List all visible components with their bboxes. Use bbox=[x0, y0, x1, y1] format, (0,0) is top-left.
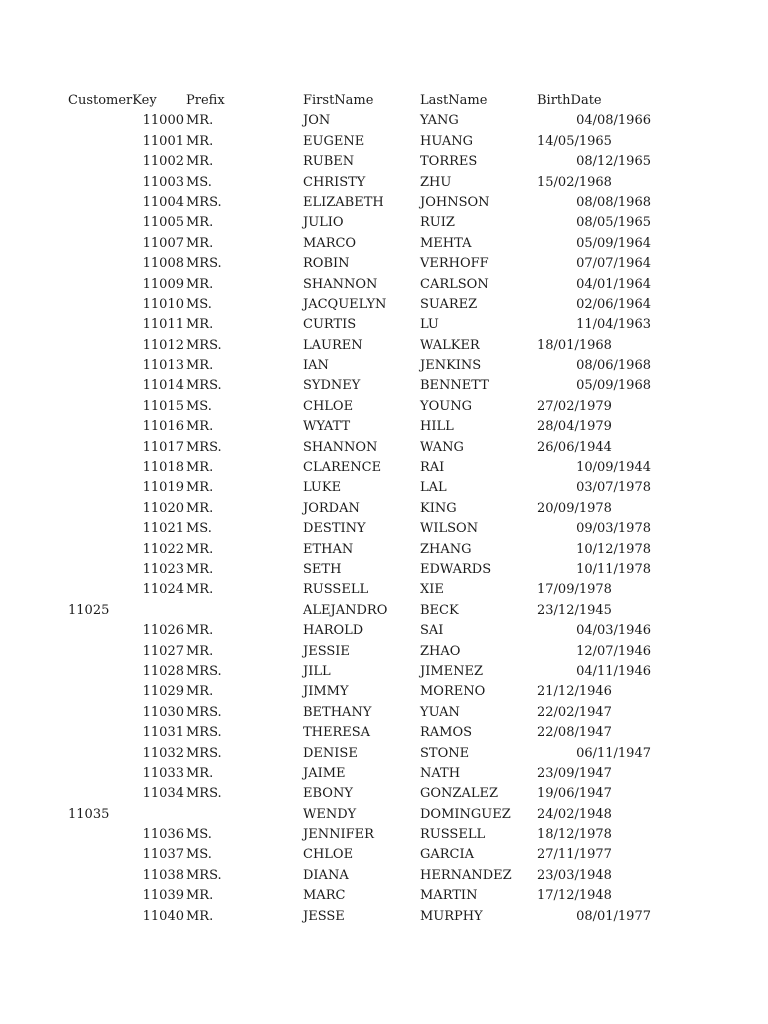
table-row bbox=[0, 907, 768, 927]
cell-customer-key: 11023 bbox=[142, 561, 184, 577]
cell-first-name: BETHANY bbox=[303, 704, 372, 720]
cell-birth-date: 08/06/1968 bbox=[576, 358, 651, 374]
cell-birth-date: 04/03/1946 bbox=[576, 623, 651, 639]
cell-customer-key: 11037 bbox=[142, 847, 184, 863]
cell-first-name: MARC bbox=[303, 888, 346, 904]
cell-customer-key: 11022 bbox=[142, 541, 184, 557]
cell-prefix: MRS. bbox=[186, 337, 222, 353]
header-last-name: LastName bbox=[420, 93, 488, 108]
cell-first-name: JAIME bbox=[303, 765, 346, 781]
cell-first-name: JENNIFER bbox=[303, 827, 374, 843]
cell-first-name: SETH bbox=[303, 561, 342, 577]
cell-birth-date: 08/08/1968 bbox=[576, 194, 651, 210]
cell-first-name: ALEJANDRO bbox=[303, 602, 388, 618]
table-row bbox=[0, 784, 768, 804]
cell-first-name: WYATT bbox=[303, 419, 351, 435]
cell-birth-date: 27/11/1977 bbox=[537, 847, 612, 863]
table-row bbox=[0, 438, 768, 458]
cell-birth-date: 17/12/1948 bbox=[537, 888, 612, 904]
table-row bbox=[0, 886, 768, 906]
cell-prefix: MRS. bbox=[186, 725, 222, 741]
cell-last-name: LAL bbox=[420, 480, 447, 496]
table-row bbox=[0, 499, 768, 519]
cell-birth-date: 03/07/1978 bbox=[576, 480, 651, 496]
cell-first-name: EBONY bbox=[303, 786, 353, 802]
table-row bbox=[0, 213, 768, 233]
cell-prefix: MR. bbox=[186, 215, 214, 231]
cell-first-name: WENDY bbox=[303, 806, 357, 822]
cell-first-name: JORDAN bbox=[303, 500, 360, 516]
cell-birth-date: 10/12/1978 bbox=[576, 541, 651, 557]
cell-last-name: MORENO bbox=[420, 684, 486, 700]
cell-customer-key: 11001 bbox=[142, 133, 184, 149]
cell-last-name: KING bbox=[420, 500, 457, 516]
table-row bbox=[0, 295, 768, 315]
cell-first-name: RUBEN bbox=[303, 154, 355, 170]
cell-last-name: YOUNG bbox=[420, 398, 472, 414]
cell-customer-key: 11004 bbox=[142, 194, 184, 210]
header-customer-key: CustomerKey bbox=[68, 93, 157, 108]
table-row bbox=[0, 621, 768, 641]
cell-prefix: MRS. bbox=[186, 704, 222, 720]
cell-first-name: SYDNEY bbox=[303, 378, 361, 394]
cell-prefix: MR. bbox=[186, 460, 214, 476]
cell-last-name: CARLSON bbox=[420, 276, 489, 292]
cell-first-name: LUKE bbox=[303, 480, 342, 496]
table-row bbox=[0, 356, 768, 376]
cell-prefix: MRS. bbox=[186, 867, 222, 883]
cell-customer-key: 11024 bbox=[142, 582, 184, 598]
cell-customer-key: 11018 bbox=[142, 460, 184, 476]
cell-prefix: MR. bbox=[186, 358, 214, 374]
cell-last-name: LU bbox=[420, 317, 439, 333]
cell-customer-key: 11017 bbox=[142, 439, 184, 455]
cell-first-name: ROBIN bbox=[303, 256, 350, 272]
cell-prefix: MR. bbox=[186, 317, 214, 333]
cell-prefix: MR. bbox=[186, 684, 214, 700]
cell-prefix: MRS. bbox=[186, 256, 222, 272]
cell-first-name: ELIZABETH bbox=[303, 194, 384, 210]
table-row bbox=[0, 601, 768, 621]
cell-first-name: JIMMY bbox=[303, 684, 349, 700]
cell-customer-key: 11015 bbox=[142, 398, 184, 414]
cell-last-name: ZHANG bbox=[420, 541, 472, 557]
cell-last-name: SAI bbox=[420, 623, 444, 639]
cell-last-name: VERHOFF bbox=[420, 256, 489, 272]
table-row bbox=[0, 234, 768, 254]
cell-customer-key: 11005 bbox=[142, 215, 184, 231]
cell-customer-key: 11008 bbox=[142, 256, 184, 272]
cell-birth-date: 18/01/1968 bbox=[537, 337, 612, 353]
cell-first-name: JACQUELYN bbox=[303, 296, 387, 312]
cell-last-name: JOHNSON bbox=[420, 194, 490, 210]
cell-birth-date: 08/05/1965 bbox=[576, 215, 651, 231]
cell-customer-key: 11021 bbox=[142, 521, 184, 537]
table-row bbox=[0, 152, 768, 172]
table-row bbox=[0, 315, 768, 335]
cell-first-name: CHLOE bbox=[303, 398, 354, 414]
cell-birth-date: 05/09/1964 bbox=[576, 235, 651, 251]
cell-birth-date: 17/09/1978 bbox=[537, 582, 612, 598]
cell-last-name: YUAN bbox=[420, 704, 460, 720]
cell-customer-key: 11020 bbox=[142, 500, 184, 516]
cell-birth-date: 28/04/1979 bbox=[537, 419, 612, 435]
cell-prefix: MS. bbox=[186, 398, 212, 414]
cell-prefix: MRS. bbox=[186, 663, 222, 679]
cell-last-name: EDWARDS bbox=[420, 561, 492, 577]
cell-last-name: RAI bbox=[420, 460, 445, 476]
table-row bbox=[0, 744, 768, 764]
cell-customer-key: 11002 bbox=[142, 154, 184, 170]
cell-prefix: MS. bbox=[186, 521, 212, 537]
cell-first-name: CURTIS bbox=[303, 317, 357, 333]
cell-customer-key: 11034 bbox=[142, 786, 184, 802]
cell-last-name: WANG bbox=[420, 439, 464, 455]
cell-customer-key: 11013 bbox=[142, 358, 184, 374]
cell-birth-date: 21/12/1946 bbox=[537, 684, 612, 700]
table-row bbox=[0, 376, 768, 396]
cell-customer-key: 11000 bbox=[142, 113, 184, 129]
cell-birth-date: 04/08/1966 bbox=[576, 113, 651, 129]
cell-prefix: MR. bbox=[186, 480, 214, 496]
header-prefix: Prefix bbox=[186, 93, 225, 108]
cell-birth-date: 23/03/1948 bbox=[537, 867, 612, 883]
table-row bbox=[0, 458, 768, 478]
table-row bbox=[0, 580, 768, 600]
cell-prefix: MR. bbox=[186, 154, 214, 170]
cell-birth-date: 10/09/1944 bbox=[576, 460, 651, 476]
cell-customer-key: 11012 bbox=[142, 337, 184, 353]
cell-customer-key: 11032 bbox=[142, 745, 184, 761]
cell-customer-key: 11039 bbox=[142, 888, 184, 904]
cell-prefix: MR. bbox=[186, 623, 214, 639]
cell-last-name: ZHAO bbox=[420, 643, 461, 659]
cell-customer-key: 11007 bbox=[142, 235, 184, 251]
cell-customer-key: 11010 bbox=[142, 296, 184, 312]
cell-customer-key: 11030 bbox=[142, 704, 184, 720]
cell-customer-key: 11009 bbox=[142, 276, 184, 292]
cell-prefix: MS. bbox=[186, 847, 212, 863]
table-row bbox=[0, 132, 768, 152]
table-row bbox=[0, 845, 768, 865]
cell-first-name: JILL bbox=[303, 663, 331, 679]
table-row bbox=[0, 336, 768, 356]
table-row bbox=[0, 764, 768, 784]
customer-table bbox=[0, 91, 768, 927]
cell-last-name: HERNANDEZ bbox=[420, 867, 512, 883]
table-row bbox=[0, 682, 768, 702]
cell-last-name: JIMENEZ bbox=[420, 663, 484, 679]
cell-last-name: YANG bbox=[420, 113, 459, 129]
table-row bbox=[0, 723, 768, 743]
cell-customer-key: 11033 bbox=[142, 765, 184, 781]
cell-last-name: HUANG bbox=[420, 133, 474, 149]
cell-last-name: WILSON bbox=[420, 521, 479, 537]
cell-customer-key: 11014 bbox=[142, 378, 184, 394]
table-row bbox=[0, 417, 768, 437]
cell-last-name: JENKINS bbox=[420, 358, 482, 374]
cell-prefix: MR. bbox=[186, 561, 214, 577]
cell-birth-date: 15/02/1968 bbox=[537, 174, 612, 190]
cell-customer-key: 11035 bbox=[68, 806, 110, 822]
cell-prefix: MR. bbox=[186, 541, 214, 557]
cell-customer-key: 11025 bbox=[68, 602, 110, 618]
cell-prefix: MS. bbox=[186, 174, 212, 190]
cell-prefix: MR. bbox=[186, 582, 214, 598]
cell-first-name: SHANNON bbox=[303, 276, 378, 292]
cell-last-name: RUIZ bbox=[420, 215, 455, 231]
cell-birth-date: 22/02/1947 bbox=[537, 704, 612, 720]
cell-first-name: LAUREN bbox=[303, 337, 363, 353]
cell-birth-date: 12/07/1946 bbox=[576, 643, 651, 659]
table-row bbox=[0, 254, 768, 274]
cell-birth-date: 11/04/1963 bbox=[576, 317, 651, 333]
cell-first-name: DESTINY bbox=[303, 521, 366, 537]
cell-prefix: MS. bbox=[186, 296, 212, 312]
cell-prefix: MR. bbox=[186, 133, 214, 149]
cell-birth-date: 04/01/1964 bbox=[576, 276, 651, 292]
cell-birth-date: 14/05/1965 bbox=[537, 133, 612, 149]
cell-first-name: CHLOE bbox=[303, 847, 354, 863]
cell-last-name: RUSSELL bbox=[420, 827, 486, 843]
cell-last-name: BECK bbox=[420, 602, 459, 618]
table-row bbox=[0, 111, 768, 131]
cell-first-name: SHANNON bbox=[303, 439, 378, 455]
cell-first-name: JULIO bbox=[303, 215, 344, 231]
cell-prefix: MR. bbox=[186, 908, 214, 924]
cell-prefix: MR. bbox=[186, 888, 214, 904]
cell-birth-date: 23/12/1945 bbox=[537, 602, 612, 618]
cell-birth-date: 02/06/1964 bbox=[576, 296, 651, 312]
cell-last-name: XIE bbox=[420, 582, 444, 598]
table-body bbox=[0, 111, 768, 927]
cell-customer-key: 11036 bbox=[142, 827, 184, 843]
cell-prefix: MRS. bbox=[186, 194, 222, 210]
cell-prefix: MRS. bbox=[186, 786, 222, 802]
cell-prefix: MR. bbox=[186, 419, 214, 435]
table-row bbox=[0, 173, 768, 193]
cell-last-name: DOMINGUEZ bbox=[420, 806, 511, 822]
cell-last-name: TORRES bbox=[420, 154, 478, 170]
cell-prefix: MR. bbox=[186, 500, 214, 516]
cell-last-name: RAMOS bbox=[420, 725, 473, 741]
cell-birth-date: 23/09/1947 bbox=[537, 765, 612, 781]
table-row bbox=[0, 519, 768, 539]
table-row bbox=[0, 662, 768, 682]
cell-customer-key: 11019 bbox=[142, 480, 184, 496]
cell-last-name: GARCIA bbox=[420, 847, 475, 863]
cell-last-name: MURPHY bbox=[420, 908, 483, 924]
table-row bbox=[0, 642, 768, 662]
cell-last-name: SUAREZ bbox=[420, 296, 478, 312]
cell-first-name: ETHAN bbox=[303, 541, 354, 557]
cell-customer-key: 11011 bbox=[142, 317, 184, 333]
cell-first-name: RUSSELL bbox=[303, 582, 369, 598]
cell-first-name: JESSE bbox=[303, 908, 345, 924]
cell-customer-key: 11038 bbox=[142, 867, 184, 883]
cell-first-name: THERESA bbox=[303, 725, 371, 741]
table-row bbox=[0, 703, 768, 723]
header-birth-date: BirthDate bbox=[537, 93, 602, 108]
cell-prefix: MR. bbox=[186, 643, 214, 659]
cell-birth-date: 08/01/1977 bbox=[576, 908, 651, 924]
cell-birth-date: 27/02/1979 bbox=[537, 398, 612, 414]
cell-first-name: CHRISTY bbox=[303, 174, 366, 190]
cell-last-name: HILL bbox=[420, 419, 454, 435]
table-row bbox=[0, 478, 768, 498]
table-header-row bbox=[0, 91, 768, 111]
cell-first-name: MARCO bbox=[303, 235, 357, 251]
cell-customer-key: 11029 bbox=[142, 684, 184, 700]
table-row bbox=[0, 397, 768, 417]
cell-first-name: IAN bbox=[303, 358, 329, 374]
cell-first-name: CLARENCE bbox=[303, 460, 382, 476]
table-row bbox=[0, 560, 768, 580]
cell-birth-date: 10/11/1978 bbox=[576, 561, 651, 577]
cell-customer-key: 11040 bbox=[142, 908, 184, 924]
cell-birth-date: 22/08/1947 bbox=[537, 725, 612, 741]
cell-birth-date: 20/09/1978 bbox=[537, 500, 612, 516]
cell-birth-date: 18/12/1978 bbox=[537, 827, 612, 843]
table-row bbox=[0, 825, 768, 845]
cell-last-name: ZHU bbox=[420, 174, 452, 190]
cell-prefix: MRS. bbox=[186, 745, 222, 761]
table-row bbox=[0, 805, 768, 825]
cell-last-name: NATH bbox=[420, 765, 461, 781]
cell-prefix: MRS. bbox=[186, 378, 222, 394]
cell-prefix: MR. bbox=[186, 113, 214, 129]
cell-customer-key: 11031 bbox=[142, 725, 184, 741]
cell-prefix: MR. bbox=[186, 765, 214, 781]
cell-last-name: MEHTA bbox=[420, 235, 472, 251]
cell-first-name: EUGENE bbox=[303, 133, 365, 149]
cell-customer-key: 11028 bbox=[142, 663, 184, 679]
cell-birth-date: 06/11/1947 bbox=[576, 745, 651, 761]
cell-last-name: BENNETT bbox=[420, 378, 489, 394]
cell-prefix: MR. bbox=[186, 276, 214, 292]
cell-first-name: DENISE bbox=[303, 745, 358, 761]
cell-prefix: MRS. bbox=[186, 439, 222, 455]
cell-birth-date: 26/06/1944 bbox=[537, 439, 612, 455]
cell-first-name: JESSIE bbox=[303, 643, 350, 659]
cell-customer-key: 11027 bbox=[142, 643, 184, 659]
cell-prefix: MR. bbox=[186, 235, 214, 251]
cell-last-name: MARTIN bbox=[420, 888, 478, 904]
cell-birth-date: 08/12/1965 bbox=[576, 154, 651, 170]
header-first-name: FirstName bbox=[303, 93, 374, 108]
cell-birth-date: 24/02/1948 bbox=[537, 806, 612, 822]
cell-first-name: JON bbox=[303, 113, 331, 129]
cell-last-name: STONE bbox=[420, 745, 470, 761]
cell-last-name: GONZALEZ bbox=[420, 786, 498, 802]
cell-birth-date: 19/06/1947 bbox=[537, 786, 612, 802]
table-row bbox=[0, 540, 768, 560]
cell-customer-key: 11026 bbox=[142, 623, 184, 639]
cell-last-name: WALKER bbox=[420, 337, 480, 353]
cell-birth-date: 04/11/1946 bbox=[576, 663, 651, 679]
cell-customer-key: 11016 bbox=[142, 419, 184, 435]
table-row bbox=[0, 866, 768, 886]
table-row bbox=[0, 275, 768, 295]
cell-customer-key: 11003 bbox=[142, 174, 184, 190]
cell-birth-date: 09/03/1978 bbox=[576, 521, 651, 537]
cell-first-name: DIANA bbox=[303, 867, 349, 883]
cell-prefix: MS. bbox=[186, 827, 212, 843]
cell-birth-date: 05/09/1968 bbox=[576, 378, 651, 394]
cell-first-name: HAROLD bbox=[303, 623, 364, 639]
table-row bbox=[0, 193, 768, 213]
cell-birth-date: 07/07/1964 bbox=[576, 256, 651, 272]
